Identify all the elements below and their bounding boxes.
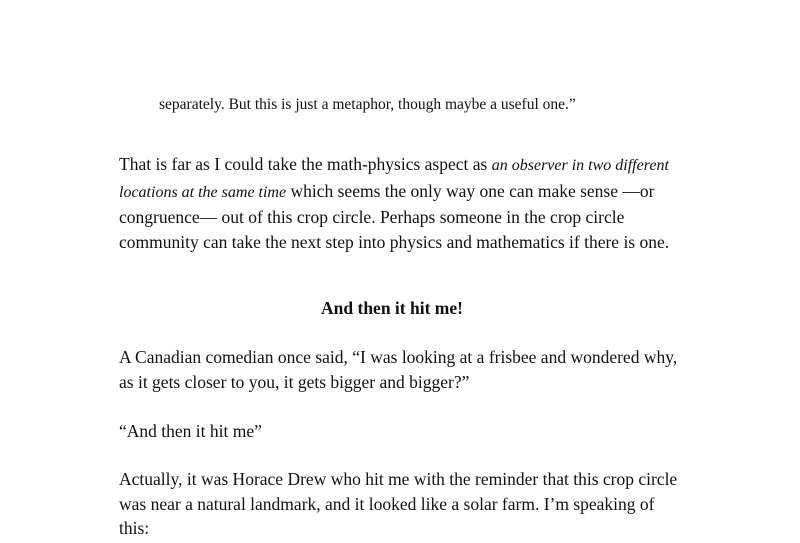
- block-quote: separately. But this is just a metaphor, though maybe a useful one.”: [159, 96, 576, 113]
- paragraph-text: That is far as I could take the math-physics aspect as: [119, 154, 492, 174]
- section-heading: And then it hit me!: [321, 298, 463, 318]
- paragraph-horace-drew: Actually, it was Horace Drew who hit me with the reminder that this crop circle was near a natural landmark, and it looked like a solar farm. I’m speaking of this:: [119, 469, 678, 538]
- paragraph-observer: [119, 152, 679, 254]
- paragraph-punchline: “And then it hit me”: [119, 421, 262, 441]
- paragraph-text: which seems the only way one can make sense —or congruence— out of this crop circle. Perhaps someone in the crop circle community can take the next step into physics and mathematics if there is one.: [119, 180, 670, 252]
- paragraph-comedian: A Canadian comedian once said, “I was looking at a frisbee and wondered why, as it gets closer to you, it gets bigger and bigger?”: [119, 347, 678, 392]
- italic-phrase: an observer in two different locations at the same time: [119, 157, 669, 201]
